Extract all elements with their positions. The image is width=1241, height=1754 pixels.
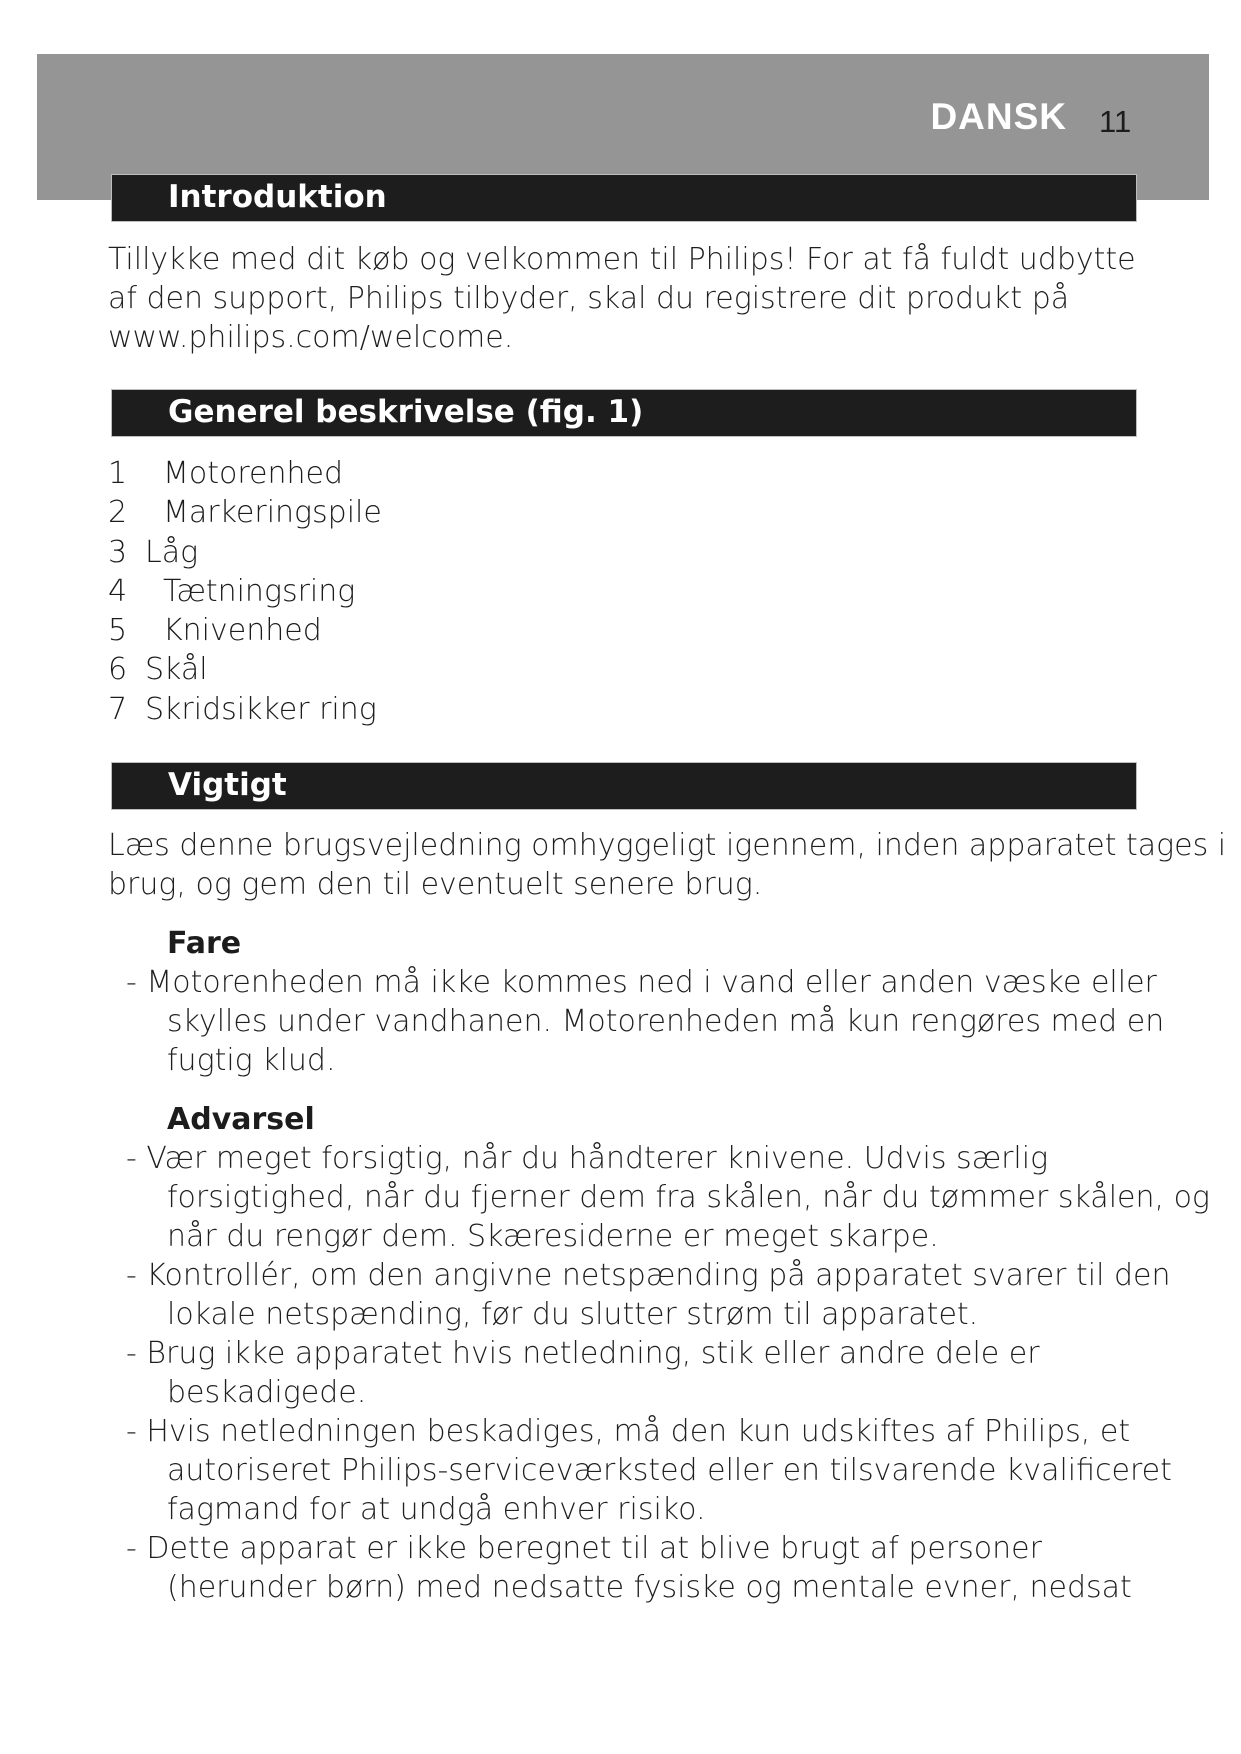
text-line: lokale netspænding, før du slutter strøm til apparatet. xyxy=(167,1297,979,1332)
text-line: autoriseret Philips-serviceværksted eller en tilsvarende kvalificeret xyxy=(167,1453,1172,1488)
text-line: brug, og gem den til eventuelt senere brug. xyxy=(108,867,763,902)
warning-heading: Advarsel xyxy=(167,1102,315,1137)
item-number: 2 xyxy=(108,495,128,531)
bullet-item xyxy=(126,963,1165,1080)
section-heading-general xyxy=(111,389,1137,437)
section-heading-important xyxy=(111,762,1137,810)
item-label: Motorenhed xyxy=(163,456,344,491)
bullet-item xyxy=(126,1529,1136,1607)
section-heading-intro xyxy=(111,174,1137,222)
danger-heading: Fare xyxy=(167,926,242,961)
section-title: Introduktion xyxy=(168,179,387,215)
item-number: 3 xyxy=(108,534,128,570)
text-line: - Motorenheden må ikke kommes ned i vand eller anden væske eller xyxy=(126,965,1157,1000)
text-line: Tillykke med dit køb og velkommen til Philips! For at få fuldt udbytte xyxy=(108,242,1136,277)
text-line: fagmand for at undgå enhver risiko. xyxy=(167,1492,706,1527)
page-number: 11 xyxy=(1099,104,1132,139)
text-line: www.philips.com/welcome. xyxy=(108,320,514,355)
intro-paragraph xyxy=(108,240,1138,357)
item-number: 4 xyxy=(108,573,128,609)
text-line: (herunder børn) med nedsatte fysiske og mentale evner, nedsat xyxy=(167,1570,1132,1605)
text-line: Læs denne brugsvejledning omhyggeligt igennem, inden apparatet tages i xyxy=(108,828,1227,863)
bullet-item xyxy=(126,1412,1172,1529)
text-line: - Brug ikke apparatet hvis netledning, stik eller andre dele er xyxy=(126,1336,1040,1371)
text-line: - Hvis netledningen beskadiges, må den kun udskiftes af Philips, et xyxy=(126,1414,1131,1449)
item-label: Knivenhed xyxy=(163,613,322,649)
text-line: når du rengør dem. Skæresiderne er meget skarpe. xyxy=(167,1219,939,1254)
item-number: 1 xyxy=(108,456,128,491)
language-label: DANSK xyxy=(930,96,1067,137)
bullet-item xyxy=(126,1334,1136,1412)
text-line: - Dette apparat er ikke beregnet til at blive brugt af personer xyxy=(126,1531,1042,1566)
danger-list xyxy=(126,963,1165,1080)
text-line: af den support, Philips tilbyder, skal du registrere dit produkt på xyxy=(108,281,1070,316)
item-number: 6 xyxy=(108,652,128,688)
important-paragraph xyxy=(108,826,1227,904)
section-title: Generel beskrivelse (fig. 1) xyxy=(168,394,644,430)
text-line: - Vær meget forsigtig, når du håndterer knivene. Udvis særlig xyxy=(126,1141,1049,1176)
warning-list xyxy=(126,1139,1210,1607)
item-number: 7 xyxy=(108,691,128,727)
text-line: fugtig klud. xyxy=(167,1043,336,1078)
bullet-item xyxy=(126,1256,1171,1334)
item-number: 5 xyxy=(108,613,128,649)
section-title: Vigtigt xyxy=(168,767,287,803)
item-label: Skål xyxy=(145,652,208,688)
text-line: skylles under vandhanen. Motorenheden må kun rengøres med en xyxy=(167,1004,1165,1039)
text-line: - Kontrollér, om den angivne netspænding på apparatet svarer til den xyxy=(126,1258,1171,1293)
item-label: Tætningsring xyxy=(163,573,356,609)
bullet-item xyxy=(126,1139,1210,1256)
item-label: Låg xyxy=(145,534,199,570)
item-label: Skridsikker ring xyxy=(145,691,377,727)
text-line: forsigtighed, når du fjerner dem fra skålen, når du tømmer skålen, og xyxy=(167,1180,1210,1215)
item-label: Markeringspile xyxy=(163,495,382,531)
text-line: beskadigede. xyxy=(167,1375,367,1410)
